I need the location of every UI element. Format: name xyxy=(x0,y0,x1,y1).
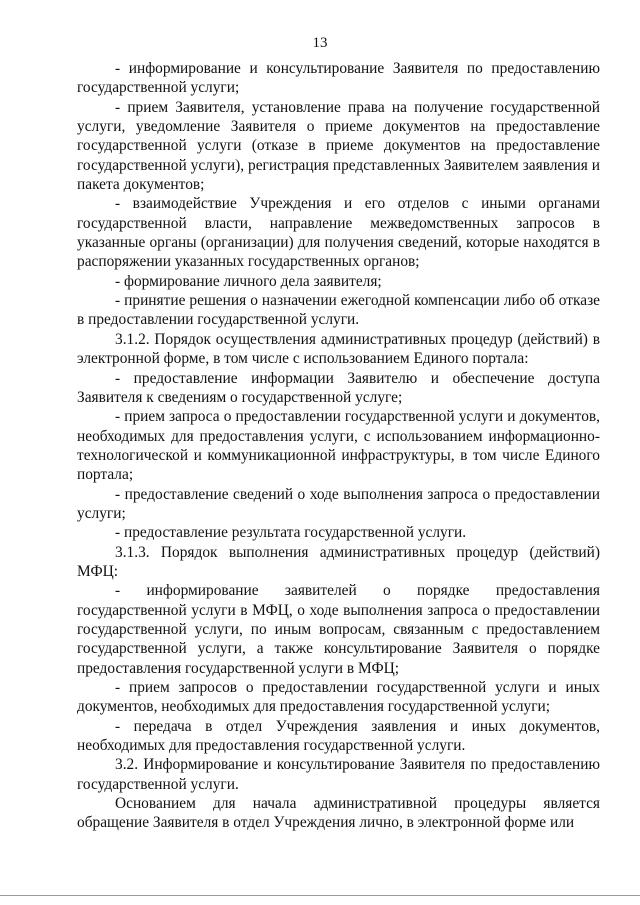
paragraph-7: - предоставление информации Заявителю и обеспечение доступа Заявителя к сведениям о государственной услуге; xyxy=(77,369,600,406)
paragraph-11: 3.1.3. Порядок выполнения административных процедур (действий) МФЦ: xyxy=(77,543,600,580)
page-number: 13 xyxy=(312,35,328,51)
paragraph-16: Основанием для начала административной процедуры является обращение Заявителя в отдел Учреждения лично, в электронной форме или xyxy=(77,795,600,832)
paragraph-8: - прием запроса о предоставлении государственной услуги и документов, необходимых для предоставления услуги, с использованием информационно-технологической и коммуникационной инфраструктуры, в том числе Единого портала; xyxy=(77,408,600,484)
paragraph-15: 3.2. Информирование и консультирование Заявителя по предоставлению государственной услуги. xyxy=(77,756,600,793)
paragraph-4: - формирование личного дела заявителя; xyxy=(115,272,382,290)
paragraph-14: - передача в отдел Учреждения заявления и иных документов, необходимых для предоставления государственной услуги. xyxy=(77,717,600,755)
paragraph-2: - прием Заявителя, установление права на получение государственной услуги, уведомление Заявителя о приеме документов на предоставление государственной услуги (отказе в приеме документов на предоставление государственной услуги), регистрация представленных Заявителем заявления и пакета документов; xyxy=(77,98,600,194)
paragraph-13: - прием запросов о предоставлении государственной услуги и иных документов, необходимых для предоставления государственной услуги; xyxy=(77,679,600,716)
paragraph-5: - принятие решения о назначении ежегодной компенсации либо об отказе в предоставлении государственной услуги. xyxy=(77,292,600,329)
paragraph-12: - информирование заявителей о порядке предоставления государственной услуги в МФЦ, о ходе выполнения запроса о предоставлении государственной услуги, по иным вопросам, связанным с предоставлением государственной услуги, а также консультирование Заявителя о порядке предоставления государственной услуги в МФЦ; xyxy=(77,582,600,677)
paragraph-6: 3.1.2. Порядок осуществления административных процедур (действий) в электронной форме, в том числе с использованием Единого портала: xyxy=(77,330,600,368)
paragraph-3: - взаимодействие Учреждения и его отделов с иными органами государственной власти, направление межведомственных запросов в указанные органы (организации) для получения сведений, которые находятся в распоряжении указанных государственных органов; xyxy=(77,195,600,271)
paragraph-10: - предоставление результата государственной услуги. xyxy=(115,524,467,542)
bottom-rule xyxy=(0,895,640,896)
paragraph-9: - предоставление сведений о ходе выполнения запроса о предоставлении услуги; xyxy=(77,485,600,522)
document-body xyxy=(77,59,600,833)
paragraph-1: - информирование и консультирование Заявителя по предоставлению государственной услуги; xyxy=(77,60,600,97)
